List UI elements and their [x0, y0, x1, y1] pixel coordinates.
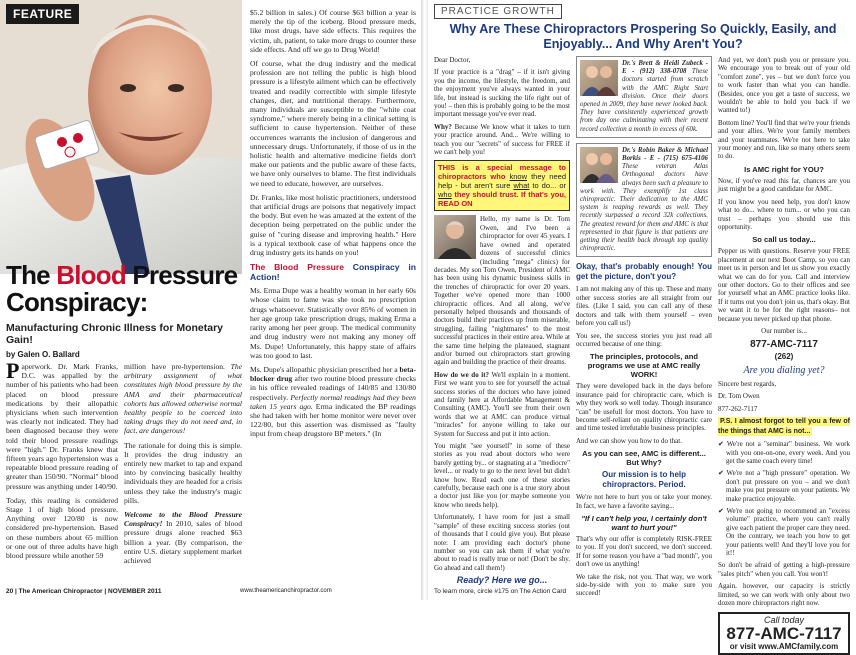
- why-label: Why?: [434, 123, 455, 131]
- col2-p3-b: In 2010, sales of blood pressure drugs alone reached $63 billion a year. (By comparison, the entire U.S. dietary supplement market achieved: [124, 519, 242, 565]
- left-page: [0, 0, 422, 600]
- col3-p5-d: Perfectly normal readings had they been taken 15 years ago.: [250, 393, 416, 411]
- col2-p1-a: million have pre-hypertension.: [124, 362, 231, 371]
- signer-name: Dr. Tom Owen: [718, 392, 850, 400]
- headline-post: Pressure Conspiracy:: [6, 260, 237, 317]
- col1-paragraph-2: Today, this reading is considered Stage 1 of high blood pressure. Anything over 120/80 is now considered pre-hypertension. Based on these numbers about 65 million or one out of three adults have high blood pressure while another 59: [6, 496, 118, 560]
- check-item-3: [726, 507, 850, 557]
- col3-p5-b: beta-blocker drug: [250, 365, 416, 383]
- why-text: Because We know what it takes to turn your practice around. And... We're willing to teach you our "secrets" of success for FREE if we can't help you!: [434, 123, 570, 156]
- might-paragraph: You might "see yourself" in some of these stories as you read about doctors who were barely getting by... or stagnating at a "mediocre" level... or ready to go to the next level but didn't know how. Read each one of these stories carefully, because each one is a true story about a doctor just like you (or maybe someone you know who needs help).: [434, 442, 570, 509]
- col3-p5-a: Ms. Dupe's allopathic physician prescribed her a: [250, 365, 400, 374]
- sincere-line: Sincere best regards,: [718, 380, 850, 388]
- col2-p3-a: Welcome to the Blood Pressure Conspiracy!: [124, 510, 242, 528]
- how-text: We'll explain in a moment. First we want you to see for yourself the actual success stories of the doctors who have joined and family here at Affordable Management & Consulting (AMC). You'll see from their own words that we at AMC can produce virtual "miracles" for anyone willing to take our System for Success and put it into action.: [434, 371, 570, 438]
- t1-text: These doctors started from scratch with the AMC Right Start division. Once their doors opened in 2009, they have never looked back. They have consistently experienced growth from day one culminating with their recent record collection a month in excess of 60k.: [580, 68, 708, 132]
- t2-text: These veteran Atlas Orthogonal doctors have always been such a pleasure to work with. They exemplify 1st class chiropractic. Their dedication to the AMC system is reaping rewards as well. They recently surpassed a record 32k collections. The greatest reward for them and AMC is that represented in that figure is that patients are getting their health back through top quality chiropractic.: [580, 163, 708, 252]
- show-paragraph: And we can show you how to do that.: [576, 437, 712, 445]
- call-website[interactable]: or visit www.AMCfamily.com: [722, 643, 846, 651]
- phone-number[interactable]: 877-AMC-7117: [718, 339, 850, 351]
- check-item-1: [726, 440, 850, 465]
- check-text-2: We're not a "high pressure" operation. We don't put pressure on you – and we don't make you put pressure on your patients. We make practice enjoyable.: [726, 469, 850, 502]
- right-page: [428, 0, 856, 600]
- intro-paragraph: If your practice is a "drag" – if it isn't giving you the income, the lifestyle, the freedom, and the enjoyment you've always wanted in your life, but instead is sucking the life right out of you! – then this is probably going to be the most important message you've ever read.: [434, 68, 570, 118]
- risk-paragraph: That's why our offer is completely RISK-FREE to you. If you don't succeed, we don't succeed. If for some reason you have a "bad month", you don't owe us anything!: [576, 535, 712, 569]
- callout-a: THIS is a special message to chiropractors who: [438, 163, 566, 181]
- mission-heading: Our mission is to help chiropractors. Period.: [576, 470, 712, 490]
- saying-quote: "If I can't help you, I certainly don't want to hurt you!": [576, 514, 712, 532]
- okay-paragraph-2: You see, the success stories you just read all occurred because of one thing:: [576, 332, 712, 349]
- col3-p3: Now, if you've read this far, chances are you just might be a good candidate for AMC.: [718, 177, 850, 194]
- hurt-paragraph: We're not here to hurt you or take your money. In fact, we have a favorite saying...: [576, 493, 712, 510]
- article-headline: [6, 262, 242, 316]
- col3-paragraph-2: Of course, what the drug industry and the medical profession are not telling the public is high blood pressure is a lifestyle ailment which can be effectively treated and readily correctible with simple lifestyle changes, diet, and nutritional therapy. Furthermore, many individuals are susceptible to the "white coat syndrome," where merely being in a clinical setting is sufficient to cause hypertension. Neither of these occurrences warrants the inclusion of dangerous and unnecessary drugs. Unfortunately, if those of us in the holistic health and alternative medicine fields don't make our patients and the public aware of these facts, we have only ourselves to blame. The first individuals we need to educate, however, are ourselves.: [250, 59, 416, 188]
- ps-highlight: P.S. I almost forgot to tell you a few of the things that AMC is not...: [718, 417, 850, 436]
- checkmark-icon: ✔: [718, 507, 727, 515]
- col3-subheading: [250, 262, 416, 282]
- owen-paragraph: Hello, my name is Dr. Tom Owen, and I've been a chiropractor for over 45 years. I have owned and operated dozens of successful clinics (including "mega" clinics) for decades. My son Tom Owen, President of AMC has been using his dynamic business skills in the trenches of chiropractic for over 20 years. Together we've opened more than 1000 chiropractic offices. And all along, we've personally helped thousands and thousands of doctors build their practices up from miserable, struggling, failing "nightmares" to the most successful practices in their entire area. While at the same time helping the plateaued, stagnant and/or burned out chiropractors start growing again and building the practice of their dreams.: [434, 215, 570, 366]
- col3-p2: Bottom line? You'll find that we're your friends and your allies. We're your family members and your teammates. We're not here to take your money and run, like so many others seem to do.: [718, 119, 850, 161]
- developed-paragraph: They were developed back in the days before insurance paid for chiropractic care, which is why they work so well today. Though insurance "can" be usefull for most doctors. You have to become self-reliant on quality chiropractic care and time tested irrefutable business principles.: [576, 382, 712, 432]
- callout-g: they should trust. If that's you, READ ON: [438, 190, 566, 208]
- col1-paragraph-1: aperwork. Dr. Mark Franks, D.C. was appalled by the number of his patients who had been placed on blood pressure medications by their allopathic physicians when such intervention was clearly not indicated. They had been diagnosed because they were told their blood pressure readings were "high." Dr. Franks knew that fifteen years ago hypertension was a repeatable blood pressure reading of greater than 150/90. "Normal" blood pressure was anything under 140/90.: [6, 362, 118, 491]
- t2-names: Dr.'s Robin Baker & Michael Borkis - E - (715) 675-4106: [622, 147, 708, 162]
- ad-column-2: [576, 56, 712, 584]
- call-today-line: So call us today...: [718, 235, 850, 244]
- checkmark-icon: ✔: [718, 440, 727, 448]
- check-text-3: We're not going to recommend an "excess volume" practice, where you can't really give each patient the proper care they need. On the contrary, we teach you how to get your patients well! And they'll love you for it!!: [726, 507, 850, 557]
- callout-d: what: [513, 181, 529, 190]
- t1-names: Dr.'s Brett & Heidi Zubeck - E - (912) 338-0708: [622, 60, 708, 75]
- section-tag: FEATURE: [6, 4, 79, 24]
- callout-b: know: [509, 172, 527, 181]
- couple-icon-2: [580, 147, 618, 183]
- unfortunately-paragraph: Unfortunately, I have room for just a small "sample" of these exciting success stories (out of thousands that I could give you). But please note: I am providing each doctor's phone number so you can ask them if what you're about to read is really true or not! (Don't be shy. Go ahead and call them!): [434, 513, 570, 572]
- site-url: www.theamericanchiropractor.com: [240, 588, 332, 594]
- dropcap: P: [6, 362, 19, 380]
- subheading-rest: Conspiracy in Action!: [250, 262, 416, 282]
- feature-photo: [0, 0, 242, 274]
- subheading-red: The Blood Pressure: [250, 262, 344, 272]
- baker-photo: [580, 147, 618, 183]
- call-today-box[interactable]: [718, 612, 850, 655]
- article-column-3: [250, 8, 416, 584]
- couple-icon: [580, 60, 618, 96]
- ad-column-1: [434, 56, 570, 584]
- callout-e: to do... or: [529, 181, 566, 190]
- article-subhead: Manufacturing Chronic Illness for Monetary Gain!: [6, 322, 242, 346]
- dialing-prompt: Are you dialing yet?: [718, 367, 850, 375]
- article-column-1: [6, 362, 118, 584]
- how-head: How do we do it?: [434, 371, 489, 379]
- col3-p1: And yet, we don't push you or pressure you. We encourage you to break out of your old "comfort zone", yes – but we don't force you to work faster than what you can handle. (Besides, once you get a taste of success, we wouldn't be able to hold you back if we wanted to!): [718, 56, 850, 115]
- different-heading: As you can see, AMC is different... But Why?: [576, 449, 712, 467]
- ad-title: Why Are These Chiropractors Prospering So Quickly, Easily, and Enjoyably... And Why Aren't You?: [434, 22, 852, 52]
- article-column-2: [124, 362, 242, 584]
- col3-p5: Pepper us with questions. Reserve your FREE placement at our next Boot Camp, so you can meet us in person and let us show you exactly what we can do for you. Call and interview our other doctors. Go to their offices and see for yourself what an AMC practice looks like. If it turns out you don't join us, that's okay. But we want it to be for the right reasons– not because you never picked up that phone.: [718, 247, 850, 323]
- col2-p1-b: The arbitrary assignment of what constitutes high blood pressure by the AMA and their pharmaceutical cohorts has allowed otherwise normal healthy people to be coerced into taking drugs they do not need and, in fact, are dangerous!: [124, 362, 242, 435]
- headline-pre: The: [6, 260, 56, 290]
- headline-red-word: Blood: [56, 260, 126, 290]
- testimonial-zubeck: [576, 56, 712, 138]
- call-label: Call today: [722, 616, 846, 624]
- check-text-1: We're not a "seminar" business. We work with you one-on-one, every week. And you get the same coach every time!: [726, 440, 850, 465]
- again-paragraph: Again, however, our capacity is strictly limited, so we can work with only about two dozen more chiropractors right now.: [718, 582, 850, 607]
- ad-column-3: [718, 56, 850, 584]
- signer-phone: 877-262-7117: [718, 405, 850, 413]
- ready-line: Ready? Here we go...: [434, 576, 570, 584]
- col3-p5-c: after two routine blood pressure checks in his office revealed readings of 140/85 and 130/80 respectively.: [250, 374, 416, 401]
- call-number[interactable]: 877-AMC-7117: [722, 624, 846, 643]
- col3-paragraph-1: $5.2 billion in sales.) Of course $63 billion a year is merely the tip of the iceberg. Blood pressure meds, like most drugs, have side effects. This requires the victim, uh, patient, to take more drugs to counter these side effects. And off we go to Drug World!: [250, 8, 416, 54]
- col3-paragraph-3: Dr. Franks, like most holistic practitioners, understood that artificial drugs are poisons that negatively impact the body. But even he was amazed at the extent of the deception being perpetrated on the public under the guise of "curing disease and improving health." Here is a typical textbook case of what happens once the drug industry gets its hands on you!: [250, 193, 416, 257]
- okay-paragraph: I am not making any of this up. These and many other success stories are all straight from our files. (Like I said, you can call any of these doctors and talk with them yourself – even before you call us!): [576, 285, 712, 327]
- checkmark-icon: ✔: [718, 469, 727, 477]
- okay-heading: Okay, that's probably enough! You get the picture, don't you?: [576, 262, 712, 282]
- salutation: Dear Doctor,: [434, 56, 570, 64]
- page-folio-right: To learn more, circle #175 on The Action Card: [434, 588, 566, 595]
- number-is: Our number is...: [718, 327, 850, 335]
- callout-f: who: [438, 190, 452, 199]
- col3-p4: If you know you need help, you don't know what to do... where to turn... or who you can trust – perhaps you should use this opportunity.: [718, 198, 850, 232]
- callout-c: they need help - but aren't sure: [438, 172, 566, 190]
- col3-paragraph-4: Ms. Erma Dupe was a healthy woman in her early 60s whose claim to fame was she took no prescription drugs whatsoever. Statistically over 85% of women in her age group take prescription drugs, making Erma a rarity among her peer group. The medical community and drug industry were not making any money off Ms. Dupe! Unfortunately, this happy state of affairs was too good to last.: [250, 286, 416, 360]
- zubeck-photo: [580, 60, 618, 96]
- phone-ext: (262): [718, 351, 850, 363]
- byline: by Galen O. Ballard: [6, 350, 80, 359]
- risk-paragraph-2: We take the risk, not you. That way, we work side-by-side with you to make sure you succeed!: [576, 573, 712, 598]
- person-icon: [434, 215, 476, 259]
- right-for-you-heading: Is AMC right for YOU?: [718, 165, 850, 174]
- section-banner: PRACTICE GROWTH: [434, 4, 562, 19]
- afraid-paragraph: So don't be afraid of getting a high-pressure "sales pitch" when you call. You won't!: [718, 561, 850, 578]
- testimonial-baker-borkis: [576, 143, 712, 258]
- check-item-2: [726, 469, 850, 503]
- col3-p5-e: Erma indicated the BP readings she had taken with her home monitor were never over 122/80, but this assertion was dismissed as "faulty input from cheap drugstore BP meters." (In: [250, 402, 416, 439]
- page-folio-left: 20 | The American Chiropractor | NOVEMBER 2011: [6, 588, 161, 595]
- owen-portrait: [434, 215, 476, 259]
- doctor-photo-illustration: [0, 0, 242, 274]
- principles-line: The principles, protocols, and programs we use at AMC really WORK!: [576, 352, 712, 379]
- highlight-callout: [434, 160, 570, 211]
- col2-paragraph-2: The rationale for doing this is simple. It provides the drug industry an entirely new market to tap and expand into by convincing basically healthy individuals they are headed for a crisis unless they take the industry's magic pills.: [124, 441, 242, 505]
